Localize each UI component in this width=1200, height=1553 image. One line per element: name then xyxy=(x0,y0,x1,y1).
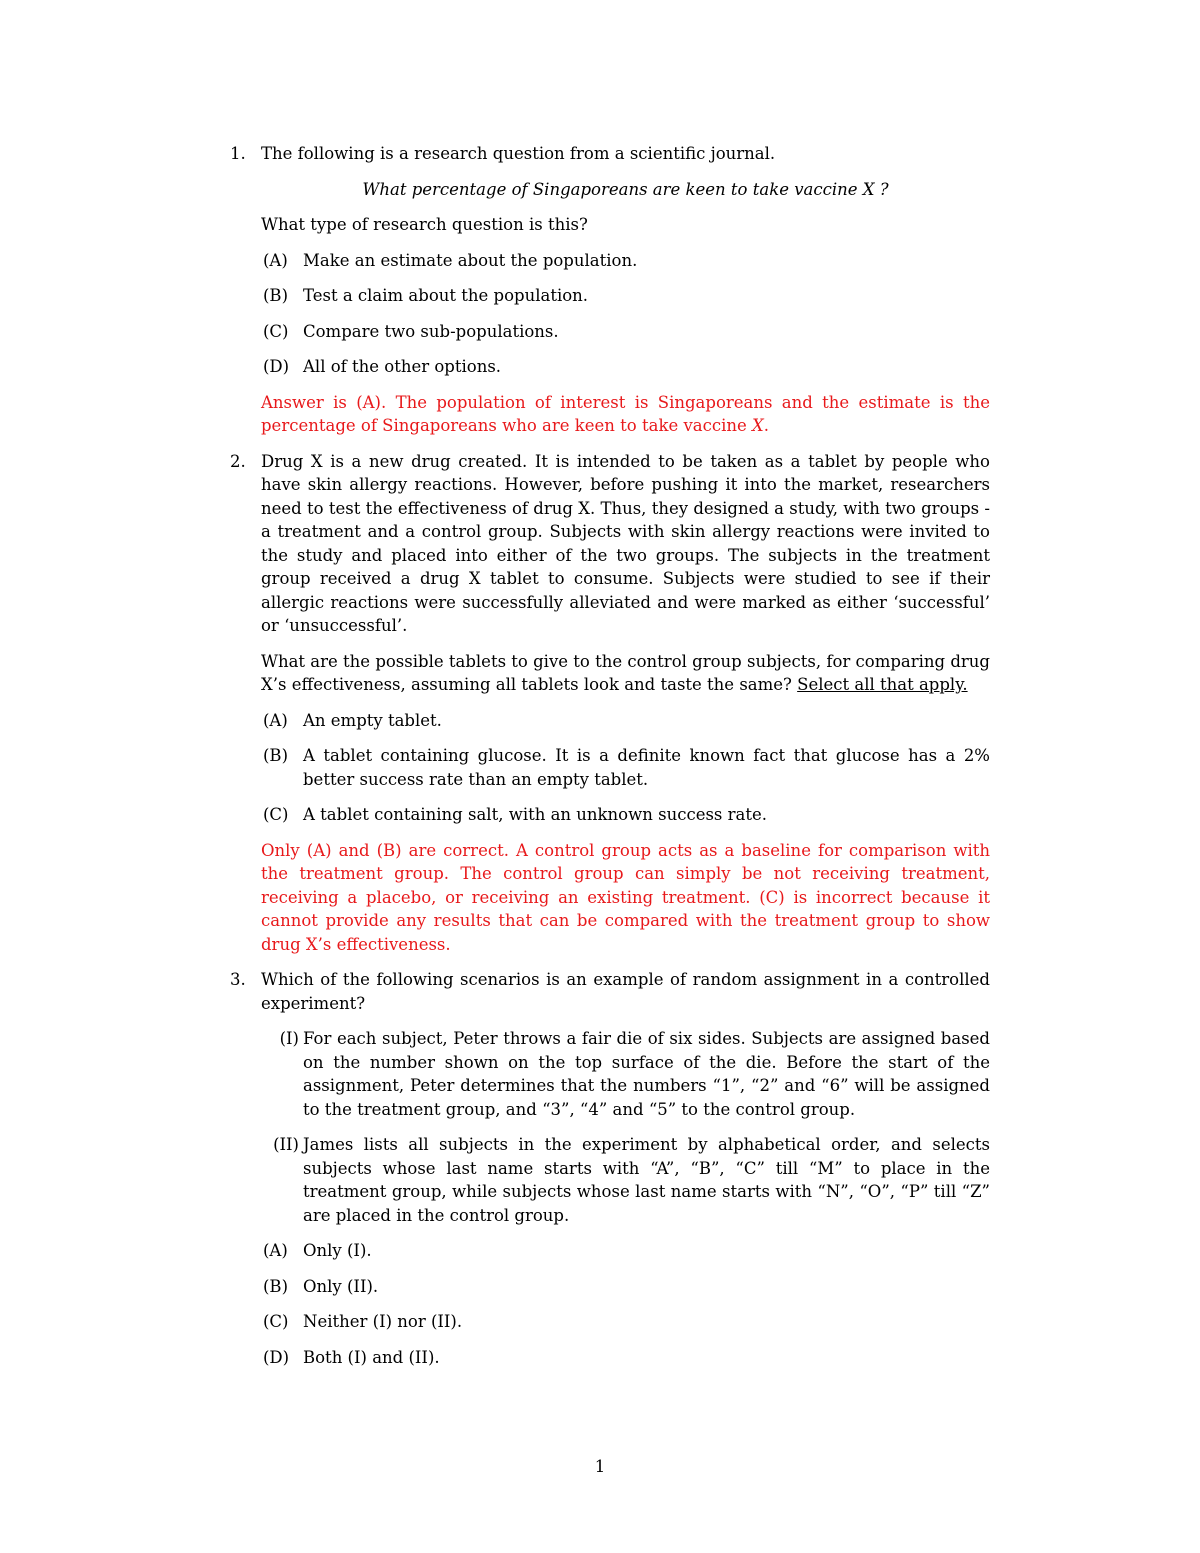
option-label: (B) xyxy=(263,286,288,305)
option-a xyxy=(261,249,990,273)
research-question-quote: What percentage of Singaporeans are keen to take vaccine X ? xyxy=(362,179,889,199)
option-label: (C) xyxy=(263,321,289,341)
option-a xyxy=(261,709,990,733)
question-stem: The following is a research question from a scientific journal. xyxy=(261,144,776,163)
option-text: An empty tablet. xyxy=(303,710,442,730)
option-text: Both (I) and (II). xyxy=(303,1347,440,1367)
option-d xyxy=(261,1346,990,1370)
option-a xyxy=(261,1239,990,1263)
option-label: (B) xyxy=(263,1276,288,1296)
option-text: Compare two sub-populations. xyxy=(303,321,559,341)
scenario-label: (II) xyxy=(273,1135,299,1154)
option-label: (C) xyxy=(263,1312,289,1331)
question-stem: Which of the following scenarios is an example of random assignment in a controlled experiment? xyxy=(261,970,990,1013)
option-label: (D) xyxy=(263,357,290,376)
scenario-label: (I) xyxy=(279,1029,299,1048)
option-label: (B) xyxy=(263,746,288,765)
question-stem: Drug X is a new drug created. It is intended to be taken as a tablet by people who have skin allergy reactions. However, before pushing it into the market, researchers need to test the effectiveness of drug X. Thus, they designed a study, with two groups - a treatment and a control group. Subjects with skin allergy reactions were invited to the study and placed into either of the two groups. The subjects in the treatment group received a drug X tablet to consume. Subjects were studied to see if their allergic reactions were successfully alleviated and were marked as either ‘successful’ or ‘unsuccessful’. xyxy=(261,451,990,635)
option-c xyxy=(261,320,990,344)
answer-end: . xyxy=(763,416,770,435)
option-label: (A) xyxy=(263,1241,288,1260)
question-1 xyxy=(230,142,990,438)
answer-text: Answer is (A). The population of interest is Singaporeans and the estimate is the percentage of Singaporeans who are keen to take vaccine xyxy=(261,392,990,435)
scenario-ii xyxy=(261,1133,990,1227)
option-b xyxy=(261,1275,990,1299)
option-text: A tablet containing glucose. It is a definite known fact that glucose has a 2% better success rate than an empty tablet. xyxy=(303,746,990,789)
question-prompt xyxy=(261,650,990,697)
scenario-text: James lists all subjects in the experiment by alphabetical order, and selects subjects whose last name starts with “A”, “B”, “C” till “M” to place in the treatment group, while subjects whose last name starts with “N”, “O”, “P” till “Z” are placed in the control group. xyxy=(303,1135,990,1225)
option-text: Only (II). xyxy=(303,1276,379,1296)
option-label: (C) xyxy=(263,805,289,824)
option-d xyxy=(261,355,990,379)
answer-explanation: Only (A) and (B) are correct. A control group acts as a baseline for comparison with the treatment group. The control group can simply be not receiving treatment, receiving a placebo, or receiving an existing treatment. (C) is incorrect because it cannot provide any results that can be compared with the treatment group to show drug X’s effectiveness. xyxy=(261,840,990,954)
answer-variable: X xyxy=(752,416,764,435)
option-text: Only (I). xyxy=(303,1241,372,1260)
question-number: 2. xyxy=(230,451,246,471)
question-3 xyxy=(230,968,990,1369)
option-label: (A) xyxy=(263,710,288,730)
page-number: 1 xyxy=(594,1457,606,1476)
option-text: All of the other options. xyxy=(303,357,502,376)
question-number: 1. xyxy=(230,144,246,163)
select-all-instruction: Select all that apply. xyxy=(797,675,968,694)
scenario-i xyxy=(261,1027,990,1121)
option-b xyxy=(261,284,990,308)
option-c xyxy=(261,803,990,827)
option-text: Make an estimate about the population. xyxy=(303,250,638,270)
question-list xyxy=(230,142,990,1381)
option-label: (A) xyxy=(263,250,288,270)
question-number: 3. xyxy=(230,970,246,989)
prompt-text: What are the possible tablets to give to the control group subjects, for comparing drug X’s effectiveness, assuming all tablets look and taste the same? xyxy=(261,651,990,694)
question-prompt: What type of research question is this? xyxy=(261,215,588,234)
question-2 xyxy=(230,450,990,957)
option-text: Test a claim about the population. xyxy=(303,286,589,305)
option-text: A tablet containing salt, with an unknown success rate. xyxy=(303,805,767,824)
option-c xyxy=(261,1310,990,1334)
answer-explanation xyxy=(261,391,990,438)
option-text: Neither (I) nor (II). xyxy=(303,1312,463,1331)
option-label: (D) xyxy=(263,1347,290,1367)
option-b xyxy=(261,744,990,791)
scenario-text: For each subject, Peter throws a fair die of six sides. Subjects are assigned based on the number shown on the top surface of the die. Before the start of the assignment, Peter determines that the numbers “1”, “2” and “6” will be assigned to the treatment group, and “3”, “4” and “5” to the control group. xyxy=(303,1029,990,1119)
